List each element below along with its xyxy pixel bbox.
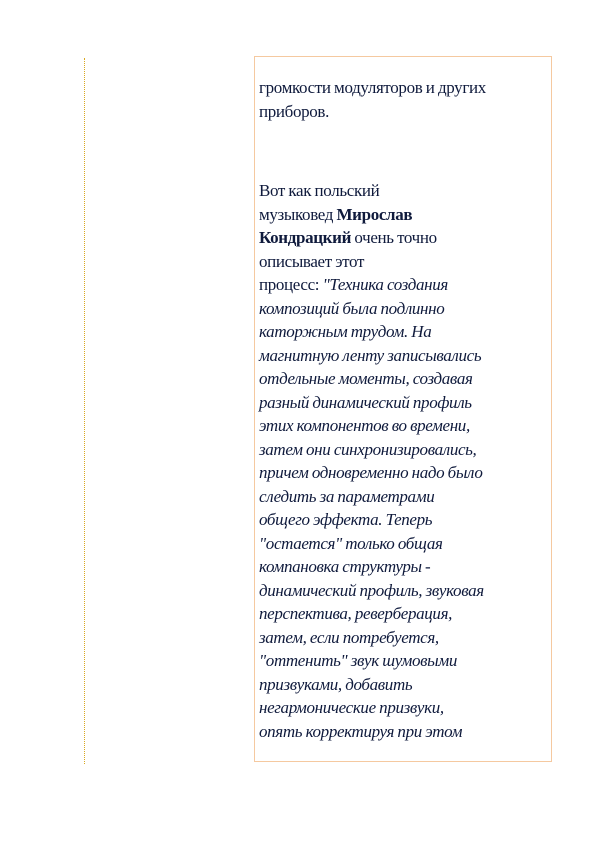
quote-start: "Техника создания bbox=[322, 275, 448, 294]
text-line: приборов. bbox=[259, 101, 329, 121]
quote-line: каторжным трудом. На bbox=[259, 322, 432, 341]
text-line bbox=[259, 203, 551, 227]
quote-line: динамический профиль, звуковая bbox=[259, 580, 484, 600]
quote-line: общего эффекта. Теперь bbox=[259, 510, 433, 529]
author-name-last: Кондрацкий bbox=[259, 228, 352, 247]
quote-line: перспектива, реверберация, bbox=[259, 604, 453, 623]
quote-line: "оттенить" звук шумовыми bbox=[259, 651, 457, 670]
text-line bbox=[259, 273, 551, 297]
text-line bbox=[259, 226, 551, 250]
quote-line: "остается" только общая bbox=[259, 533, 443, 553]
margin-guide-line bbox=[84, 58, 85, 764]
quote-line: этих компонентов во времени, bbox=[259, 416, 470, 435]
quote-line: опять корректируя при этом bbox=[259, 721, 463, 741]
quote-line: разный динамический профиль bbox=[259, 392, 472, 412]
quote-line: затем они синхронизировались, bbox=[259, 439, 477, 459]
text-run: музыковед bbox=[259, 204, 337, 224]
text-line: Вот как польский bbox=[259, 181, 380, 200]
quote-line: следить за параметрами bbox=[259, 486, 435, 506]
quote-line: затем, если потребуется, bbox=[259, 627, 439, 647]
quote-line: компановка структуры - bbox=[259, 557, 431, 576]
text-line: громкости модуляторов и других bbox=[259, 78, 486, 97]
quote-line: композиций была подлинно bbox=[259, 298, 445, 318]
paragraph-gap bbox=[259, 123, 551, 179]
quote-line: негармонические призвуки, bbox=[259, 698, 444, 717]
quote-block bbox=[259, 297, 551, 744]
text-run: очень точно bbox=[351, 228, 437, 247]
quote-line: отдельные моменты, создавая bbox=[259, 369, 473, 388]
text-line: описывает этот bbox=[259, 251, 365, 271]
author-name-first: Мирослав bbox=[336, 204, 413, 224]
quote-line: магнитную ленту записывались bbox=[259, 345, 482, 365]
text-run: процесс: bbox=[259, 275, 323, 294]
body-text bbox=[259, 76, 551, 743]
quote-line: призвуками, добавить bbox=[259, 674, 413, 694]
quote-line: причем одновременно надо было bbox=[259, 463, 483, 482]
